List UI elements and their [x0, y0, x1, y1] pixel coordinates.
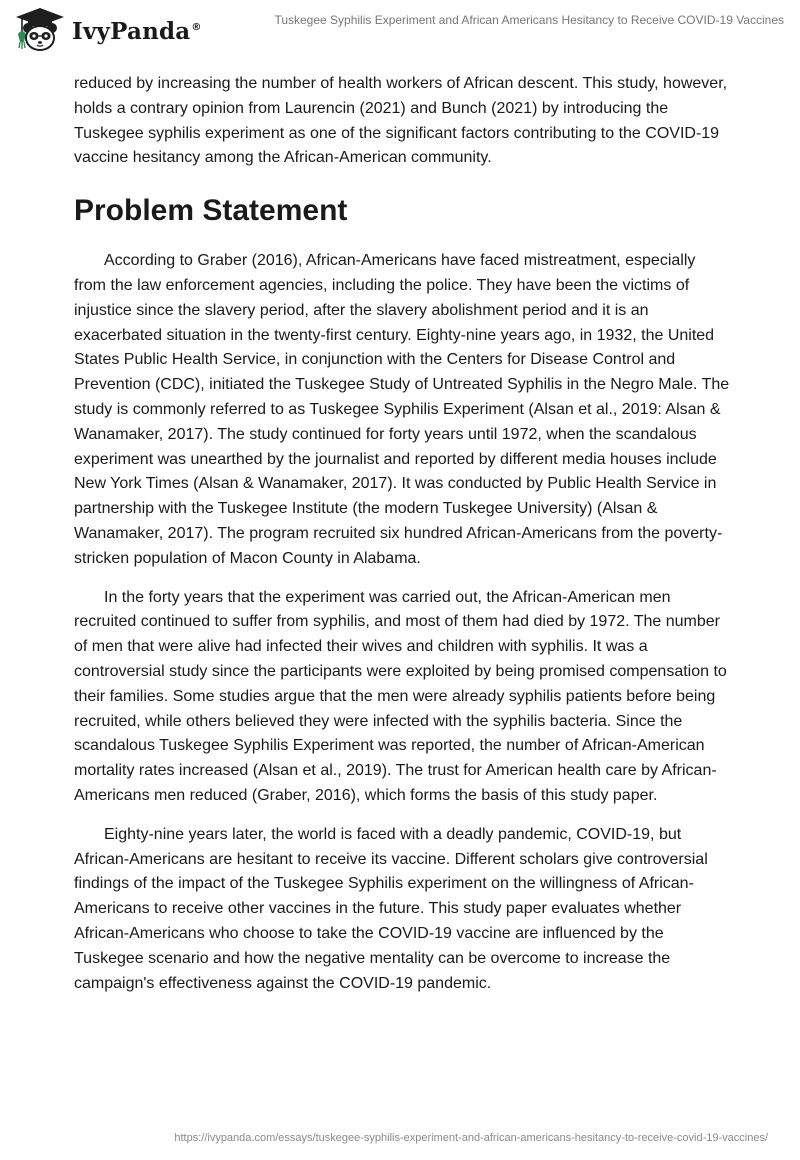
intro-paragraph: reduced by increasing the number of health workers of African descent. This study, however, holds a contrary opinion from Laurencin (2021) and Bunch (2021) by introducing the Tuskegee syphilis experiment as one of the significant factors contributing to the COVID-19 vaccine hesitancy among the African-American community.: [74, 75, 728, 167]
registered-mark: ®: [191, 21, 202, 33]
section-heading: Problem Statement: [74, 194, 348, 228]
body-paragraph: In the forty years that the experiment was carried out, the African-American men recruited continued to suffer from syphilis, and most of them had died by 1972. The number of men that were alive had infected their wives and children with syphilis. It was a controversial study since the participants were exploited by being promised compensation to their families. Some studies argue that the men were already syphilis patients before being recruited, while others believed they were infected with the syphilis bacteria. Since the scandalous Tuskegee Syphilis Experiment was reported, the number of African-American mortality rates increased (Alsan et al., 2019). The trust for American health care by African-Americans men reduced (Graber, 2016), which forms the basis of this study paper.: [74, 588, 727, 804]
source-url[interactable]: https://ivypanda.com/essays/tuskegee-syphilis-experiment-and-african-americans-hesitancy-to-receive-covid-19-vaccines/: [174, 1132, 768, 1144]
essay-body: [74, 72, 730, 1010]
graduation-cap-panda-icon: [14, 6, 66, 54]
logo-wordmark: IvyPanda®: [72, 17, 202, 45]
body-paragraph: According to Graber (2016), African-Americans have faced mistreatment, especially from the law enforcement agencies, including the police. They have been the victims of injustice since the slavery period, after the slavery abolishment period and it is an exacerbated situation in the twenty-first century. Eighty-nine years ago, in 1932, the United States Public Health Service, in conjunction with the Centers for Disease Control and Prevention (CDC), initiated the Tuskegee Study of Untreated Syphilis in the Negro Male. The study is commonly referred to as Tuskegee Syphilis Experiment (Alsan et al., 2019: Alsan & Wanamaker, 2017). The study continued for forty years until 1972, when the scandalous experiment was unearthed by the journalist and reported by different media houses include New York Times (Alsan & Wanamaker, 2017). It was conducted by Public Health Service in partnership with the Tuskegee Institute (the modern Tuskegee University) (Alsan & Wanamaker, 2017). The program recruited six hundred African-Americans from the poverty-stricken population of Macon County in Alabama.: [74, 252, 730, 567]
body-paragraph: Eighty-nine years later, the world is faced with a deadly pandemic, COVID-19, but African-Americans are hesitant to receive its vaccine. Different scholars give controversial findings of the impact of the Tuskegee Syphilis experiment on the willingness of African-Americans to receive other vaccines in the future. This study paper evaluates whether African-Americans who choose to take the COVID-19 vaccine are influenced by the Tuskegee scenario and how the negative mentality can be overcome to increase the campaign's effectiveness against the COVID-19 pandemic.: [74, 825, 708, 992]
ivypanda-logo[interactable]: [14, 6, 202, 54]
document-title: Tuskegee Syphilis Experiment and African Americans Hesitancy to Receive COVID-19 Vaccines: [274, 13, 784, 27]
page-header: [0, 0, 800, 64]
